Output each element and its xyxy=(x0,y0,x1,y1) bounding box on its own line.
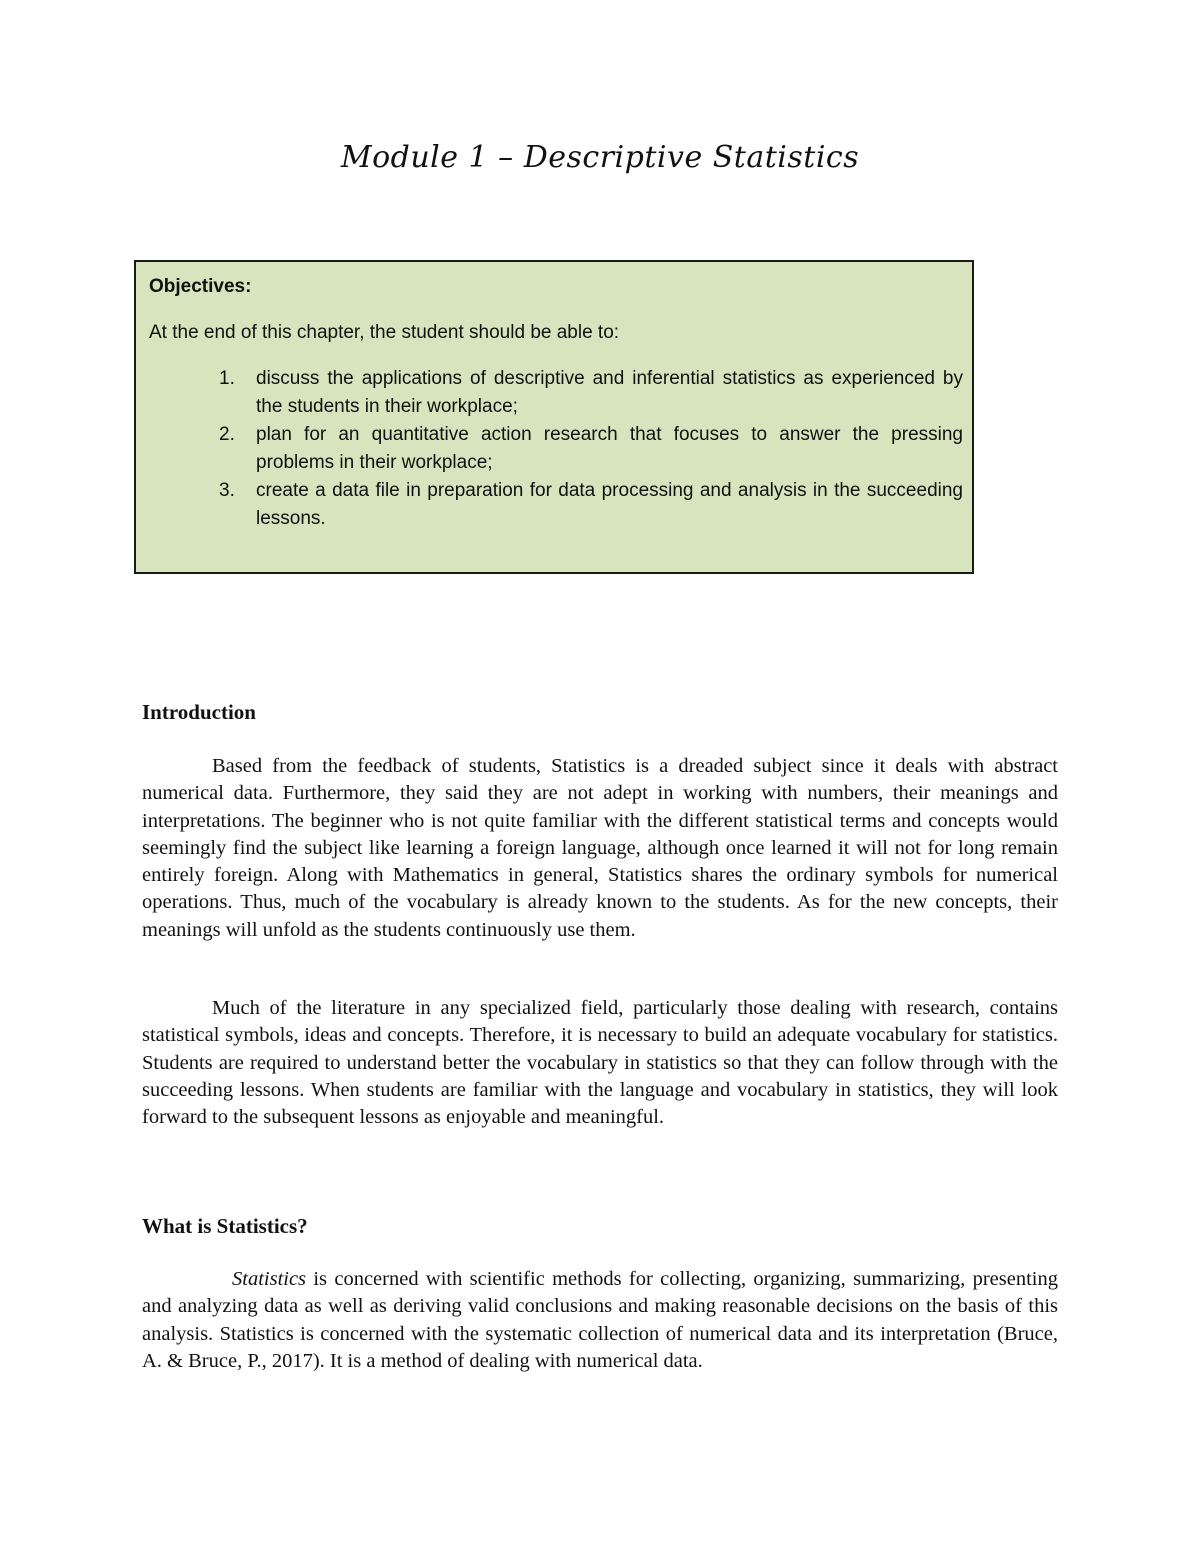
objectives-heading: Objectives: xyxy=(149,276,252,297)
objective-number: 3. xyxy=(219,480,235,501)
introduction-paragraph-2: Much of the literature in any specialized field, particularly those dealing with research, contains statistical symbols, ideas and concepts. Therefore, it is necessary to build an adequate vocabulary for statistics. Students are required to understand better the vocabulary in statistics so that they can follow through with the succeeding lessons. When students are familiar with the language and vocabulary in statistics, they will look forward to the subsequent lessons as enjoyable and meaningful. xyxy=(142,997,1058,1129)
statistics-definition-text: is concerned with scientific methods for collecting, organizing, summarizing, presenting and analyzing data as well as deriving valid conclusions and making reasonable decisions on the basis of this analysis. Statistics is concerned with the systematic collection of numerical data and its interpretation (Bruce, A. & Bruce, P., 2017). It is a method of dealing with numerical data. xyxy=(142,1268,1058,1372)
objectives-box xyxy=(134,260,974,574)
objectives-intro: At the end of this chapter, the student should be able to: xyxy=(149,322,620,343)
introduction-paragraph-1: Based from the feedback of students, Statistics is a dreaded subject since it deals with abstract numerical data. Furthermore, they said they are not adept in working with numbers, their meanings and interpretations. The beginner who is not quite familiar with the different statistical terms and concepts would seemingly find the subject like learning a foreign language, although once learned it will not for long remain entirely foreign. Along with Mathematics in general, Statistics shares the ordinary symbols for numerical operations. Thus, much of the vocabulary is already known to the students. As for the new concepts, their meanings will unfold as the students continuously use them. xyxy=(142,755,1058,941)
statistics-definition-paragraph xyxy=(142,1266,1058,1375)
objective-item xyxy=(216,421,963,477)
objective-item xyxy=(216,477,963,533)
objective-item xyxy=(216,365,963,421)
objectives-list xyxy=(216,365,963,533)
objective-text: plan for an quantitative action research that focuses to answer the pressing problems in their workplace; xyxy=(256,424,963,473)
statistics-term: Statistics xyxy=(232,1268,307,1290)
objective-text: discuss the applications of descriptive and inferential statistics as experienced by the students in their workplace; xyxy=(256,368,963,417)
introduction-heading: Introduction xyxy=(142,700,256,724)
objective-number: 2. xyxy=(219,424,235,445)
what-is-statistics-heading: What is Statistics? xyxy=(142,1214,308,1238)
objective-text: create a data file in preparation for data processing and analysis in the succeeding lessons. xyxy=(256,480,963,529)
page-title: Module 1 – Descriptive Statistics xyxy=(340,140,860,175)
objective-number: 1. xyxy=(219,368,235,389)
